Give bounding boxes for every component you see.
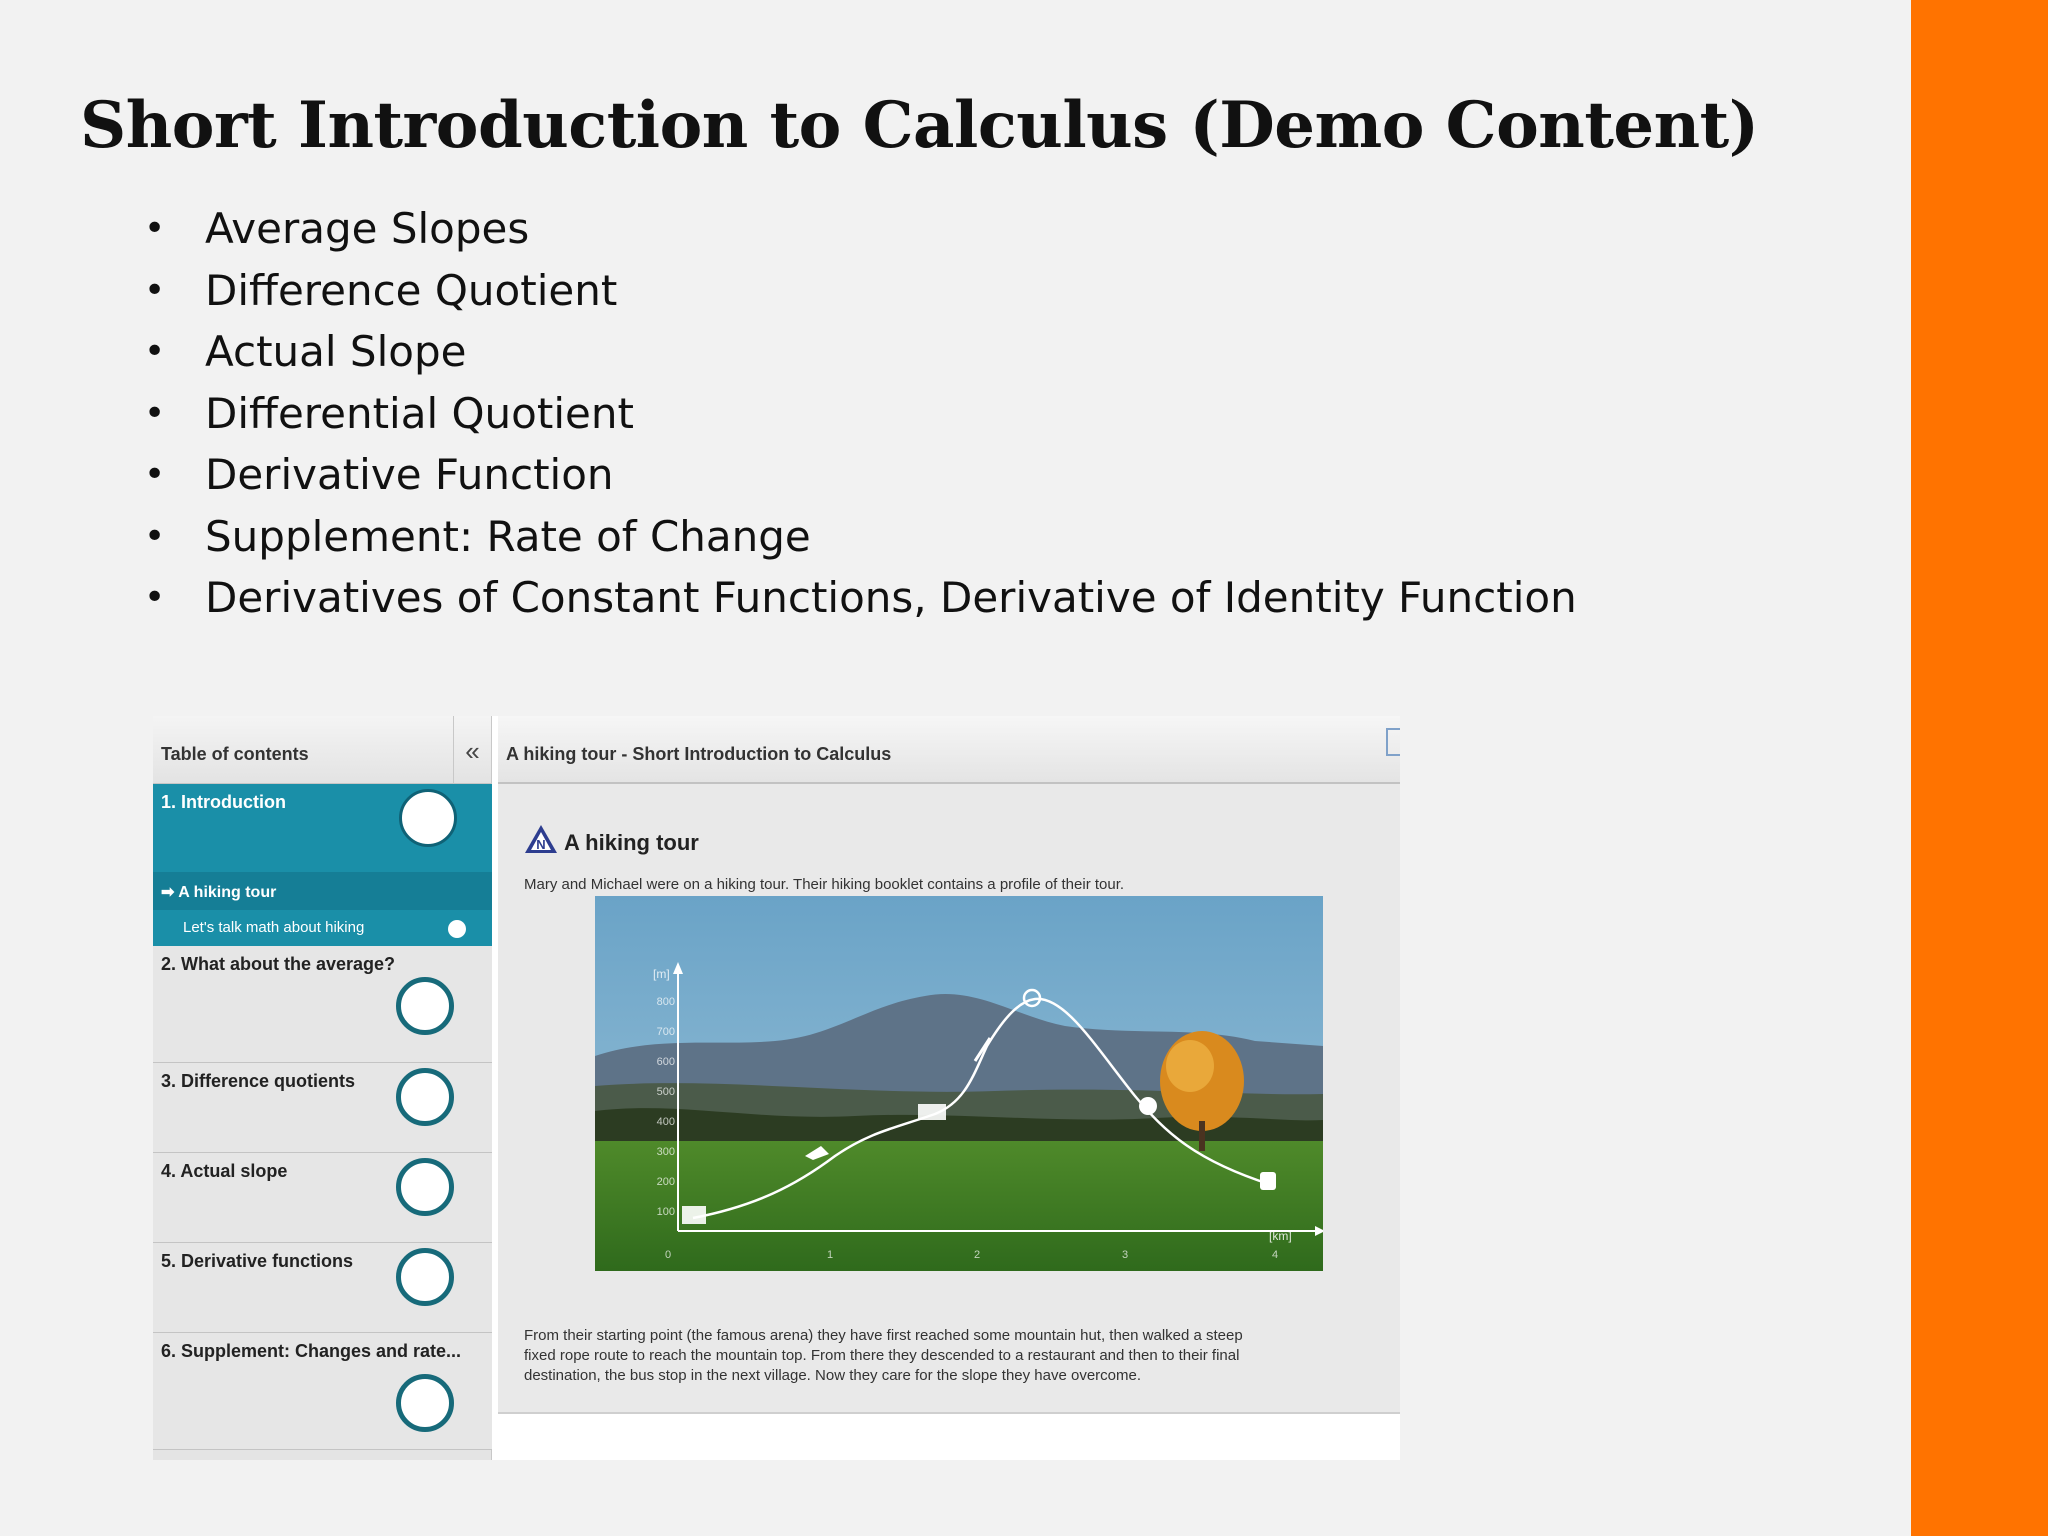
list-item: • Derivatives of Constant Functions, Derivative of Identity Function [144,573,1577,622]
toc-section-label: 6. Supplement: Changes and rate... [161,1341,462,1361]
toc-panel [153,716,492,1460]
svg-text:1: 1 [826,1249,834,1261]
progress-ring-icon [396,1374,454,1432]
arrow-right-icon: ➡ [161,884,179,901]
topic-list [140,198,1577,629]
toc-section-derivative-functions[interactable] [153,1243,492,1333]
toc-item-talk-math[interactable] [153,910,492,946]
svg-text:400: 400 [656,1116,675,1128]
toc-section-label: 5. Derivative functions [161,1251,354,1271]
collapse-icon[interactable]: « [453,716,491,784]
toc-section-label: 2. What about the average? [161,954,396,974]
svg-text:[km]: [km] [1269,1229,1292,1243]
toc-section-label: 1. Introduction [161,792,286,812]
bullet-text: Derivative Function [205,450,614,499]
list-item: • Average Slopes [144,204,530,253]
toc-section-average[interactable] [153,946,492,1063]
toc-section-actual-slope[interactable] [153,1153,492,1243]
list-item: • Derivative Function [144,450,614,499]
svg-text:0: 0 [664,1249,672,1261]
svg-text:100: 100 [656,1206,675,1218]
slide-title: Short Introduction to Calculus (Demo Content) [80,88,1759,163]
story-paragraph [524,1326,1384,1386]
bullet-text: Actual Slope [205,327,467,376]
progress-ring-icon [396,977,454,1035]
toc-item-label: ➡ A hiking tour [161,884,277,901]
content-panel [498,716,1400,1460]
hut-icon [918,1104,946,1120]
paragraph-line: From their starting point (the famous arena) they have first reached some mountain hut, then walked a steep [524,1327,1243,1344]
content-footer [498,1412,1400,1460]
progress-dot-icon [448,920,466,938]
content-header [498,716,1400,784]
list-item: • Actual Slope [144,327,467,376]
trash-icon[interactable] [1386,728,1400,756]
toc-section-difference-quotients[interactable] [153,1063,492,1153]
list-item: • Differential Quotient [144,388,634,438]
progress-ring-icon [396,1068,454,1126]
svg-text:3: 3 [1121,1249,1129,1261]
bullet-text: Differential Quotient [205,388,634,438]
svg-text:2: 2 [973,1249,981,1261]
toc-item-hiking-tour[interactable] [153,872,492,910]
hiking-profile-image [595,896,1323,1271]
paragraph-line: fixed rope route to reach the mountain top. From there they descended to a restaurant and then to their final [524,1347,1240,1364]
svg-text:700: 700 [656,1026,675,1038]
paragraph-line: destination, the bus stop in the next village. Now they care for the slope they have overcome. [524,1367,1142,1384]
svg-text:800: 800 [656,996,675,1008]
svg-text:300: 300 [656,1146,675,1158]
bus-stop-icon [1260,1172,1276,1190]
mountain-logo-icon [524,824,558,854]
svg-text:600: 600 [656,1056,675,1068]
restaurant-icon [1139,1097,1157,1115]
progress-ring-icon [399,789,457,847]
progress-ring-icon [396,1248,454,1306]
svg-text:N: N [536,837,546,852]
toc-section-supplement[interactable] [153,1333,492,1450]
heading-text: A hiking tour [564,830,699,855]
svg-text:[m]: [m] [653,967,670,981]
embedded-screenshot [153,716,1400,1460]
content-title: A hiking tour - Short Introduction to Calculus [506,744,892,764]
arena-icon [682,1206,706,1224]
toc-section-introduction[interactable] [153,784,492,872]
bullet-text: Supplement: Rate of Change [205,511,811,561]
section-heading [524,824,699,856]
svg-text:200: 200 [656,1176,675,1188]
toc-item-label: Let's talk math about hiking [183,919,365,936]
bullet-text: Derivatives of Constant Functions, Derivative of Identity Function [205,573,1577,622]
toc-section-label: 4. Actual slope [161,1161,288,1181]
list-item: • Difference Quotient [144,265,618,315]
list-item: • Supplement: Rate of Change [144,511,811,561]
svg-text:500: 500 [656,1086,675,1098]
intro-text: Mary and Michael were on a hiking tour. Their hiking booklet contains a profile of their tour. [524,876,1125,893]
bullet-text: Average Slopes [205,204,530,253]
accent-bar [1911,0,2048,1536]
toc-title: Table of contents [161,744,309,764]
toc-header [153,716,491,784]
toc-section-label: 3. Difference quotients [161,1071,356,1091]
svg-text:4: 4 [1271,1249,1279,1261]
bullet-text: Difference Quotient [205,265,618,315]
progress-ring-icon [396,1158,454,1216]
